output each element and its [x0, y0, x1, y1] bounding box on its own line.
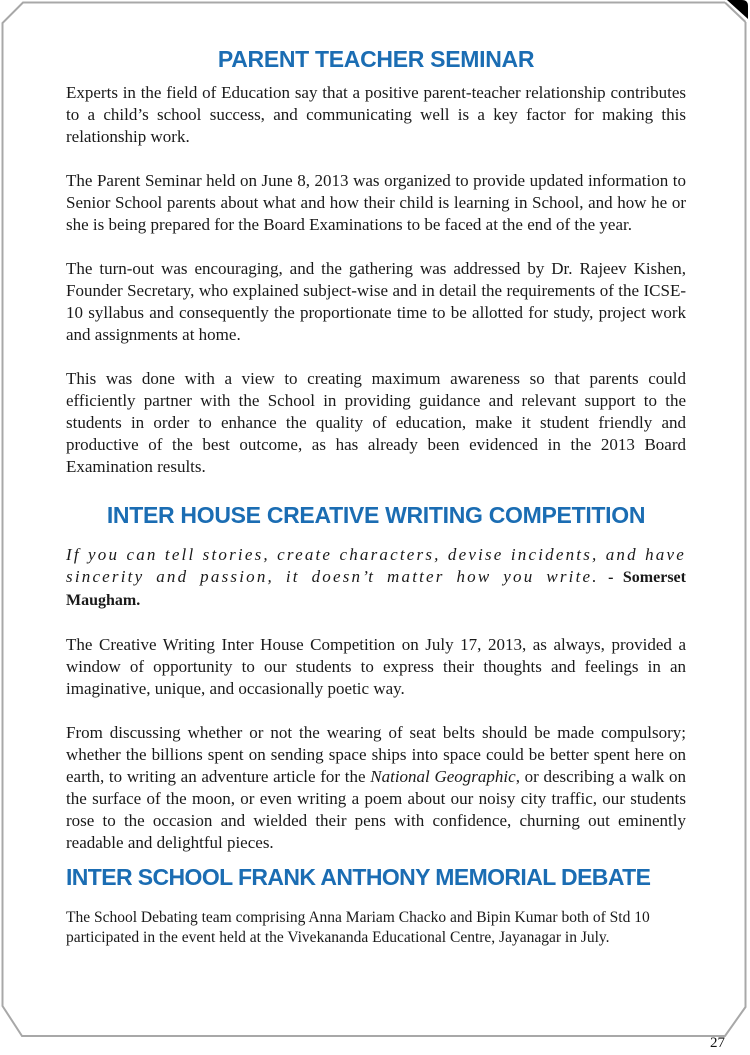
page-number: 27 [710, 1035, 725, 1051]
paragraph: This was done with a view to creating maximum awareness so that parents could efficiently partner with the School in providing guidance and relevant support to the students in order to enhance the quality of education, make it student friendly and productive of the best outcome, as has already been evidenced in the 2013 Board Examination results. [66, 369, 686, 476]
quote [66, 544, 686, 612]
paragraph-text: From discussing whether or not the wearing of seat belts should be made compulsory; whether the billions spent on sending space ships into space could be better spent here on earth, to writing an adventure article for the [66, 723, 686, 786]
quote-attribution: - Somerset Maugham. [66, 569, 686, 609]
section-parent-teacher-seminar [66, 44, 686, 478]
publication-title: National Geographic [370, 767, 516, 786]
section-creative-writing [66, 500, 686, 854]
paragraph: The turn-out was encouraging, and the gathering was addressed by Dr. Rajeev Kishen, Founder Secretary, who explained subject-wise and in detail the requirements of the ICSE-10 syllabus and consequently the proportionate time to be allotted for study, project work and assignments at home. [66, 259, 686, 344]
paragraph: The School Debating team comprising Anna Mariam Chacko and Bipin Kumar both of Std 10 participated in the event held at the Vivekananda Educational Centre, Jayanagar in July. [66, 909, 650, 946]
corner-tab-icon [727, 0, 748, 19]
page-content [66, 44, 686, 948]
section-debate [66, 862, 686, 948]
quote-text: If you can tell stories, create characters, devise incidents, and have sincerity and passion, [66, 545, 686, 586]
paragraph: The Parent Seminar held on June 8, 2013 was organized to provide updated information to Senior School parents about what and how their child is learning in School, and how he or she is being prepared for the Board Examinations to be faced at the end of the year. [66, 171, 686, 234]
paragraph: Experts in the field of Education say that a positive parent-teacher relationship contributes to a child’s school success, and communicating well is a key factor for making this relationship work. [66, 83, 686, 146]
paragraph-text: , or describing a walk on the surface of the moon, or even writing a poem about our noisy city traffic, our students rose to the occasion and wielded their pens with confidence, churning out eminently readable and delightful pieces. [66, 767, 686, 852]
section-heading: PARENT TEACHER SEMINAR [217, 46, 535, 72]
quote-text-tail: it doesn’t matter how you write. [274, 567, 599, 586]
paragraph [66, 722, 686, 854]
paragraph: The Creative Writing Inter House Competition on July 17, 2013, as always, provided a window of opportunity to our students to express their thoughts and feelings in an imaginative, unique, and occasionally poetic way. [66, 635, 686, 698]
section-heading: INTER SCHOOL FRANK ANTHONY MEMORIAL DEBATE [66, 864, 651, 890]
section-heading: INTER HOUSE CREATIVE WRITING COMPETITION [106, 502, 646, 528]
